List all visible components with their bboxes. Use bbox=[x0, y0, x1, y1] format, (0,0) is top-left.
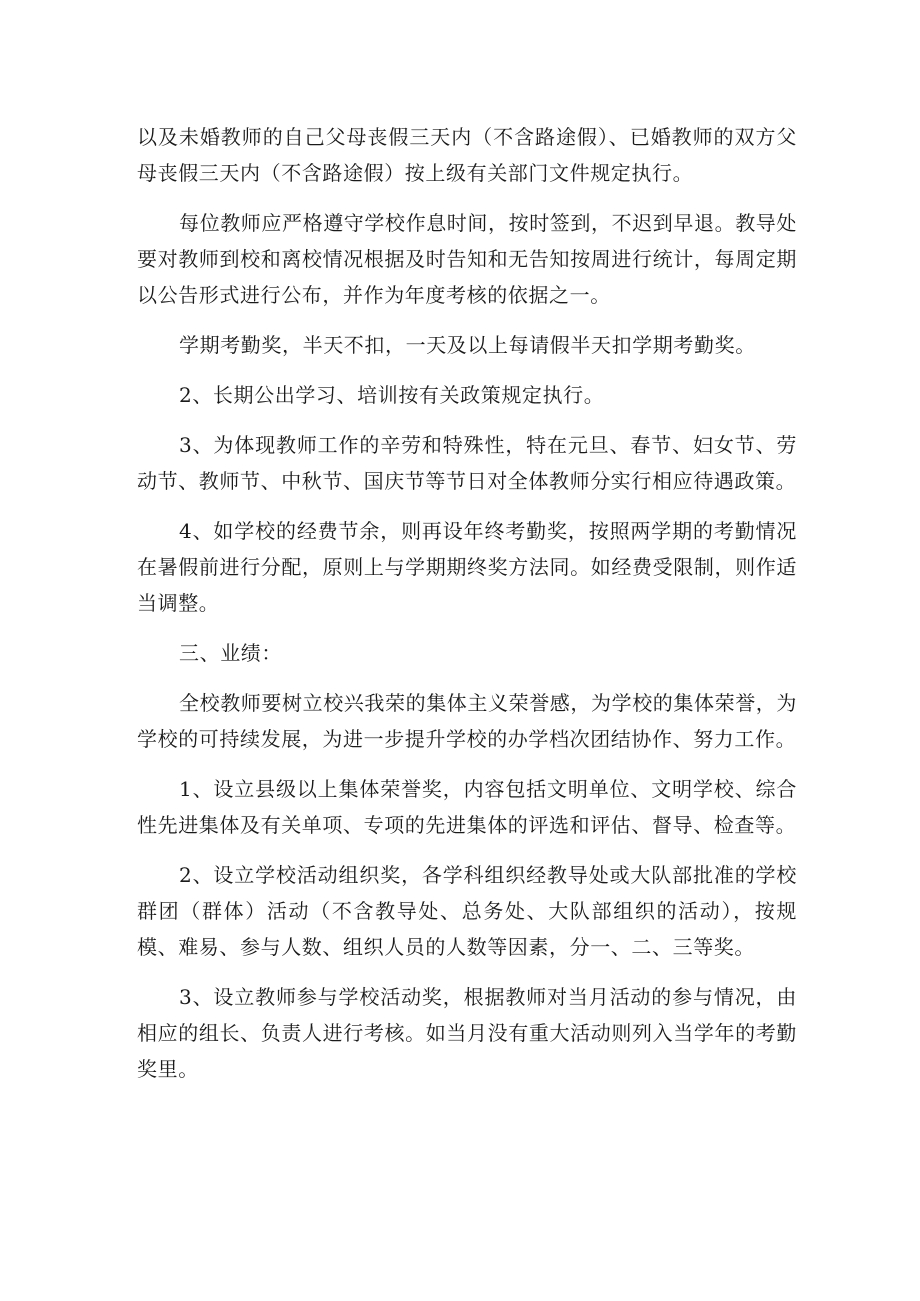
paragraph-bereavement-leave: 以及未婚教师的自己父母丧假三天内（不含路途假）、已婚教师的双方父母丧假三天内（不含路途假）按上级有关部门文件规定执行。 bbox=[137, 125, 797, 185]
document-body bbox=[137, 119, 797, 1101]
paragraph-item-3-holiday-benefits: 3、为体现教师工作的辛劳和特殊性，特在元旦、春节、妇女节、劳动节、教师节、中秋节、国庆节等节日对全体教师分实行相应待遇政策。 bbox=[137, 433, 797, 493]
paragraph-performance-intro: 全校教师要树立校兴我荣的集体主义荣誉感，为学校的集体荣誉，为学校的可持续发展，为进一步提升学校的办学档次团结协作、努力工作。 bbox=[137, 691, 797, 751]
paragraph-item-2-study-leave: 2、长期公出学习、培训按有关政策规定执行。 bbox=[179, 383, 605, 407]
paragraph-attendance-rules: 每位教师应严格遵守学校作息时间，按时签到，不迟到早退。教导处要对教师到校和离校情况根据及时告知和无告知按周进行统计，每周定期以公告形式进行公布，并作为年度考核的依据之一。 bbox=[137, 211, 797, 307]
section-heading-performance: 三、业绩： bbox=[179, 641, 282, 665]
paragraph-semester-attendance-bonus: 学期考勤奖，半天不扣，一天及以上每请假半天扣学期考勤奖。 bbox=[179, 333, 756, 357]
paragraph-award-3-activity-participation: 3、设立教师参与学校活动奖，根据教师对当月活动的参与情况，由相应的组长、负责人进行考核。如当月没有重大活动则列入当学年的考勤奖里。 bbox=[137, 985, 797, 1081]
paragraph-item-4-year-end-bonus: 4、如学校的经费节余，则再设年终考勤奖，按照两学期的考勤情况在暑假前进行分配，原则上与学期期终奖方法同。如经费受限制，则作适当调整。 bbox=[137, 519, 797, 615]
paragraph-award-1-collective-honor: 1、设立县级以上集体荣誉奖，内容包括文明单位、文明学校、综合性先进集体及有关单项、专项的先进集体的评选和评估、督导、检查等。 bbox=[137, 777, 797, 837]
paragraph-award-2-activity-organization: 2、设立学校活动组织奖，各学科组织经教导处或大队部批准的学校群团（群体）活动（不含教导处、总务处、大队部组织的活动），按规模、难易、参与人数、组织人员的人数等因素，分一、二、三等奖。 bbox=[137, 863, 797, 959]
